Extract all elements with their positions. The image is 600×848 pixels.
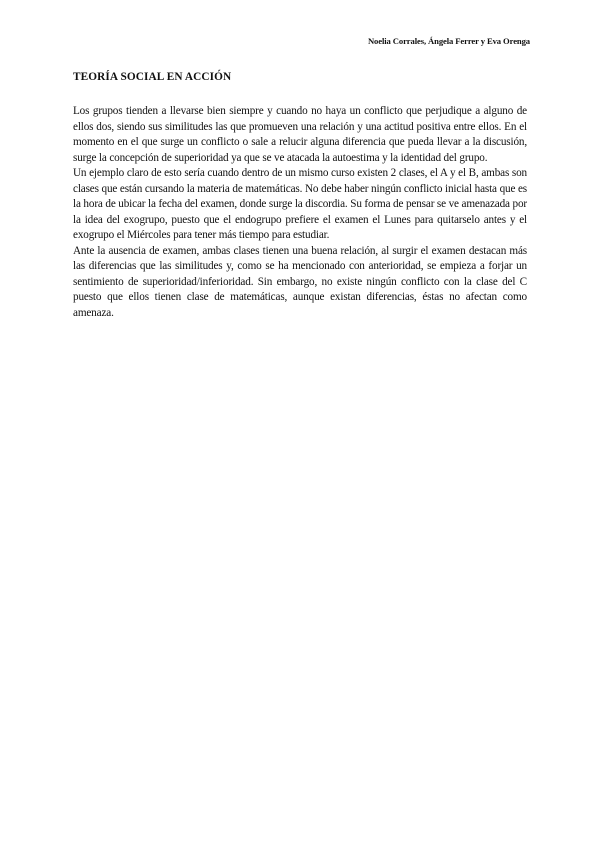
document-body (73, 104, 527, 321)
document-title: TEORÍA SOCIAL EN ACCIÓN (73, 71, 232, 83)
paragraph-2: Un ejemplo claro de esto sería cuando dentro de un mismo curso existen 2 clases, el A y el B, ambas son clases que están cursando la materia de matemáticas. No debe haber ningún conflicto inicial hasta que es la hora de ubicar la fecha del examen, donde surge la discordia. Su forma de pensar se ve amenazada por la idea del exogrupo, puesto que el endogrupo prefiere el examen el Lunes para quitarselo antes y el exogrupo el Miércoles para tener más tiempo para estudiar. (73, 167, 527, 241)
header-authors: Noelia Corrales, Ángela Ferrer y Eva Orenga (367, 36, 530, 46)
paragraph-1: Los grupos tienden a llevarse bien siempre y cuando no haya un conflicto que perjudique a alguno de ellos dos, siendo sus similitudes las que promueven una relación y una actitud positiva entre ellos. En el momento en el que surge un conflicto o sale a relucir alguna diferencia que pueda llevar a la discusión, surge la concepción de superioridad ya que se ve atacada la autoestima y la identidad del grupo. (73, 105, 527, 164)
paragraph-3: Ante la ausencia de examen, ambas clases tienen una buena relación, al surgir el examen destacan más las diferencias que las similitudes y, como se ha mencionado con anterioridad, se empieza a forjar un sentimiento de superioridad/inferioridad. Sin embargo, no existe ningún conflicto con la clase del C puesto que ellos tienen clase de matemáticas, aunque existan diferencias, éstas no afectan como amenaza. (73, 244, 527, 319)
